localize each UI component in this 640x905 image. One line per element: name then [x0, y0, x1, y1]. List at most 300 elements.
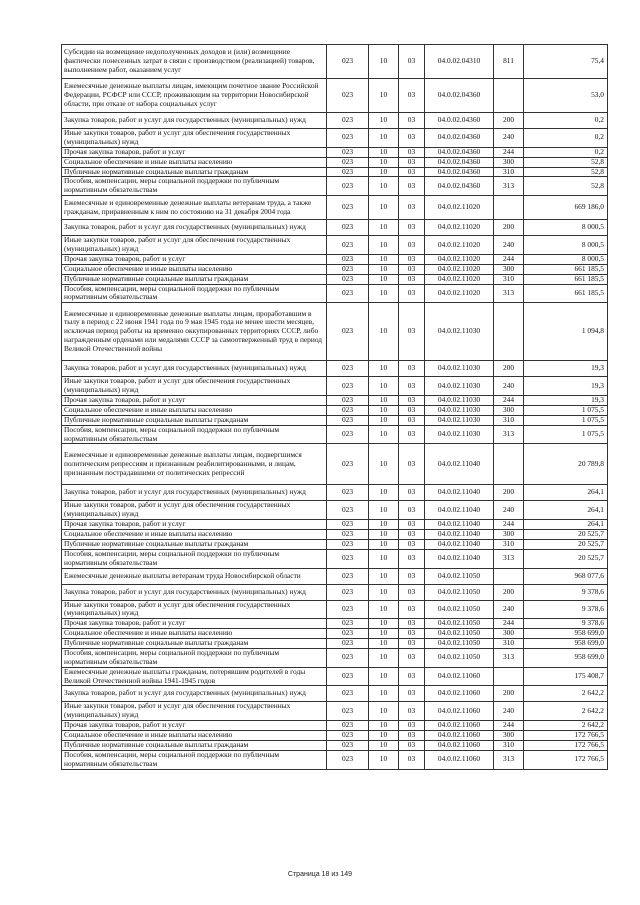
row-subsection: 03: [399, 501, 425, 520]
row-expense-type: 300: [494, 157, 524, 167]
row-section: 10: [369, 639, 399, 649]
row-description: Ежемесячные и единовременные денежные выплаты ветеранам труда, а также гражданам, приравненным к ним по состоянию на 31 декабря 2004 года: [62, 196, 327, 220]
row-section: 10: [369, 177, 399, 196]
table-row: [62, 220, 608, 236]
row-target-article: 04.0.02.11060: [425, 731, 494, 741]
row-section: 10: [369, 129, 399, 148]
row-description: Публичные нормативные социальные выплаты гражданам: [62, 539, 327, 549]
row-subsection: 03: [399, 530, 425, 540]
table-row: [62, 254, 608, 264]
row-section: 10: [369, 79, 399, 113]
row-admin-code: 023: [327, 639, 369, 649]
row-description: Прочая закупка товаров, работ и услуг: [62, 254, 327, 264]
row-description: Пособия, компенсации, меры социальной поддержки по публичным нормативным обязательствам: [62, 284, 327, 303]
row-amount: 20 525,7: [524, 530, 608, 540]
row-expense-type: 313: [494, 284, 524, 303]
row-section: 10: [369, 167, 399, 177]
row-admin-code: 023: [327, 520, 369, 530]
row-section: 10: [369, 415, 399, 425]
row-admin-code: 023: [327, 196, 369, 220]
table-row: [62, 157, 608, 167]
row-section: 10: [369, 254, 399, 264]
row-admin-code: 023: [327, 396, 369, 406]
row-subsection: 03: [399, 303, 425, 361]
row-expense-type: 300: [494, 629, 524, 639]
row-target-article: 04.0.02.04360: [425, 167, 494, 177]
row-subsection: 03: [399, 254, 425, 264]
table-row: [62, 629, 608, 639]
row-amount: 175 408,7: [524, 667, 608, 686]
row-section: 10: [369, 396, 399, 406]
table-row: [62, 520, 608, 530]
table-row: [62, 731, 608, 741]
row-admin-code: 023: [327, 721, 369, 731]
row-subsection: 03: [399, 600, 425, 619]
row-section: 10: [369, 686, 399, 702]
row-subsection: 03: [399, 629, 425, 639]
row-amount: 669 186,0: [524, 196, 608, 220]
row-section: 10: [369, 264, 399, 274]
row-subsection: 03: [399, 196, 425, 220]
row-section: 10: [369, 568, 399, 584]
row-amount: 264,1: [524, 501, 608, 520]
row-amount: 264,1: [524, 485, 608, 501]
row-subsection: 03: [399, 147, 425, 157]
row-subsection: 03: [399, 485, 425, 501]
row-description: Закупка товаров, работ и услуг для государственных (муниципальных) нужд: [62, 584, 327, 600]
row-description: Прочая закупка товаров, работ и услуг: [62, 619, 327, 629]
table-row: [62, 79, 608, 113]
row-section: 10: [369, 667, 399, 686]
row-amount: 9 378,6: [524, 584, 608, 600]
row-admin-code: 023: [327, 539, 369, 549]
row-amount: 52,8: [524, 177, 608, 196]
row-target-article: 04.0.02.11040: [425, 530, 494, 540]
row-section: 10: [369, 45, 399, 79]
row-expense-type: 244: [494, 254, 524, 264]
row-description: Ежемесячные и единовременные денежные выплаты лицам, проработавшим в тылу в период с 22 июня 1941 года по 9 мая 1945 года не менее шести месяцев, исключая период работы на временно оккупированных территориях СССР, либо награжденным орденами или медалями СССР за самоотверженный труд в период Великой Отечественной войны: [62, 303, 327, 361]
row-subsection: 03: [399, 361, 425, 377]
row-description: Пособия, компенсации, меры социальной поддержки по публичным нормативным обязательствам: [62, 549, 327, 568]
row-subsection: 03: [399, 686, 425, 702]
row-target-article: 04.0.02.11060: [425, 721, 494, 731]
row-amount: 172 766,5: [524, 731, 608, 741]
row-expense-type: [494, 196, 524, 220]
row-expense-type: 313: [494, 648, 524, 667]
row-subsection: 03: [399, 45, 425, 79]
row-target-article: 04.0.02.11040: [425, 501, 494, 520]
row-target-article: 04.0.02.11050: [425, 584, 494, 600]
row-target-article: 04.0.02.11050: [425, 600, 494, 619]
row-admin-code: 023: [327, 667, 369, 686]
row-admin-code: 023: [327, 405, 369, 415]
row-expense-type: 240: [494, 129, 524, 148]
row-description: Закупка товаров, работ и услуг для государственных (муниципальных) нужд: [62, 485, 327, 501]
row-admin-code: 023: [327, 415, 369, 425]
row-target-article: 04.0.02.11020: [425, 284, 494, 303]
row-description: Иные закупки товаров, работ и услуг для обеспечения государственных (муниципальных) нужд: [62, 600, 327, 619]
row-subsection: 03: [399, 415, 425, 425]
row-expense-type: 300: [494, 264, 524, 274]
table-row: [62, 530, 608, 540]
row-expense-type: 240: [494, 377, 524, 396]
row-target-article: 04.0.02.04360: [425, 79, 494, 113]
row-expense-type: 310: [494, 415, 524, 425]
row-subsection: 03: [399, 377, 425, 396]
row-target-article: 04.0.02.11060: [425, 686, 494, 702]
row-expense-type: 313: [494, 425, 524, 444]
row-subsection: 03: [399, 539, 425, 549]
row-subsection: 03: [399, 549, 425, 568]
row-subsection: 03: [399, 702, 425, 721]
row-expense-type: 310: [494, 167, 524, 177]
row-admin-code: 023: [327, 444, 369, 485]
table-row: [62, 425, 608, 444]
row-target-article: 04.0.02.11060: [425, 750, 494, 769]
row-description: Социальное обеспечение и иные выплаты населению: [62, 264, 327, 274]
row-target-article: 04.0.02.11020: [425, 254, 494, 264]
row-description: Пособия, компенсации, меры социальной поддержки по публичным нормативным обязательствам: [62, 648, 327, 667]
row-admin-code: 023: [327, 284, 369, 303]
row-description: Социальное обеспечение и иные выплаты населению: [62, 157, 327, 167]
row-amount: 661 185,5: [524, 264, 608, 274]
row-description: Иные закупки товаров, работ и услуг для обеспечения государственных (муниципальных) нужд: [62, 129, 327, 148]
table-row: [62, 405, 608, 415]
row-expense-type: [494, 568, 524, 584]
row-amount: 20 789,8: [524, 444, 608, 485]
row-target-article: 04.0.02.04360: [425, 129, 494, 148]
table-row: [62, 415, 608, 425]
row-subsection: 03: [399, 274, 425, 284]
row-subsection: 03: [399, 721, 425, 731]
row-amount: 172 766,5: [524, 750, 608, 769]
table-row: [62, 274, 608, 284]
row-section: 10: [369, 220, 399, 236]
page-number: Страница 18 из 149: [287, 871, 353, 878]
row-admin-code: 023: [327, 485, 369, 501]
row-amount: 661 185,5: [524, 284, 608, 303]
table-row: [62, 648, 608, 667]
row-description: Социальное обеспечение и иные выплаты населению: [62, 530, 327, 540]
row-expense-type: 310: [494, 274, 524, 284]
row-expense-type: 240: [494, 702, 524, 721]
row-section: 10: [369, 731, 399, 741]
row-subsection: 03: [399, 167, 425, 177]
row-expense-type: 200: [494, 584, 524, 600]
table-row: [62, 264, 608, 274]
row-target-article: 04.0.02.11020: [425, 264, 494, 274]
row-description: Публичные нормативные социальные выплаты гражданам: [62, 740, 327, 750]
row-amount: 958 699,0: [524, 639, 608, 649]
row-amount: 19,3: [524, 361, 608, 377]
row-target-article: 04.0.02.11050: [425, 568, 494, 584]
row-subsection: 03: [399, 740, 425, 750]
row-admin-code: 023: [327, 113, 369, 129]
row-expense-type: 200: [494, 485, 524, 501]
row-expense-type: 200: [494, 686, 524, 702]
row-section: 10: [369, 274, 399, 284]
row-expense-type: 811: [494, 45, 524, 79]
table-row: [62, 639, 608, 649]
table-row: [62, 396, 608, 406]
row-target-article: 04.0.02.11030: [425, 396, 494, 406]
row-expense-type: [494, 444, 524, 485]
row-amount: 2 642,2: [524, 721, 608, 731]
table-row: [62, 568, 608, 584]
row-section: 10: [369, 147, 399, 157]
row-amount: 1 094,8: [524, 303, 608, 361]
table-row: [62, 284, 608, 303]
row-amount: 19,3: [524, 396, 608, 406]
row-amount: 9 378,6: [524, 619, 608, 629]
row-target-article: 04.0.02.11040: [425, 444, 494, 485]
row-admin-code: 023: [327, 686, 369, 702]
row-section: 10: [369, 750, 399, 769]
table-row: [62, 45, 608, 79]
row-section: 10: [369, 549, 399, 568]
row-amount: 264,1: [524, 520, 608, 530]
table-row: [62, 619, 608, 629]
row-section: 10: [369, 501, 399, 520]
row-target-article: 04.0.02.11060: [425, 702, 494, 721]
row-description: Иные закупки товаров, работ и услуг для обеспечения государственных (муниципальных) нужд: [62, 501, 327, 520]
table-row: [62, 584, 608, 600]
table-row: [62, 549, 608, 568]
row-description: Публичные нормативные социальные выплаты гражданам: [62, 274, 327, 284]
row-description: Публичные нормативные социальные выплаты гражданам: [62, 639, 327, 649]
row-subsection: 03: [399, 236, 425, 255]
budget-table-body: [62, 45, 608, 770]
row-amount: 8 000,5: [524, 254, 608, 264]
table-row: [62, 702, 608, 721]
row-admin-code: 023: [327, 740, 369, 750]
row-target-article: 04.0.02.04360: [425, 113, 494, 129]
row-admin-code: 023: [327, 377, 369, 396]
row-expense-type: 200: [494, 113, 524, 129]
row-expense-type: 240: [494, 501, 524, 520]
table-row: [62, 236, 608, 255]
row-admin-code: 023: [327, 501, 369, 520]
table-row: [62, 750, 608, 769]
row-admin-code: 023: [327, 361, 369, 377]
row-amount: 8 000,5: [524, 220, 608, 236]
row-description: Публичные нормативные социальные выплаты гражданам: [62, 415, 327, 425]
row-admin-code: 023: [327, 157, 369, 167]
row-amount: 968 077,6: [524, 568, 608, 584]
row-admin-code: 023: [327, 45, 369, 79]
row-expense-type: 313: [494, 177, 524, 196]
row-expense-type: [494, 667, 524, 686]
row-expense-type: 313: [494, 750, 524, 769]
row-amount: 1 075,5: [524, 405, 608, 415]
row-target-article: 04.0.02.11030: [425, 425, 494, 444]
row-description: Социальное обеспечение и иные выплаты населению: [62, 629, 327, 639]
row-amount: 20 525,7: [524, 549, 608, 568]
row-amount: 19,3: [524, 377, 608, 396]
row-section: 10: [369, 702, 399, 721]
row-section: 10: [369, 157, 399, 167]
row-subsection: 03: [399, 264, 425, 274]
row-target-article: 04.0.02.11050: [425, 639, 494, 649]
row-subsection: 03: [399, 79, 425, 113]
row-description: Иные закупки товаров, работ и услуг для обеспечения государственных (муниципальных) нужд: [62, 236, 327, 255]
row-admin-code: 023: [327, 425, 369, 444]
row-description: Ежемесячные денежные выплаты ветеранам труда Новосибирской области: [62, 568, 327, 584]
row-amount: 1 075,5: [524, 415, 608, 425]
row-target-article: 04.0.02.11020: [425, 196, 494, 220]
row-admin-code: 023: [327, 236, 369, 255]
row-subsection: 03: [399, 129, 425, 148]
row-admin-code: 023: [327, 264, 369, 274]
row-admin-code: 023: [327, 648, 369, 667]
row-target-article: 04.0.02.11040: [425, 539, 494, 549]
row-section: 10: [369, 584, 399, 600]
row-expense-type: 244: [494, 147, 524, 157]
row-subsection: 03: [399, 396, 425, 406]
row-description: Пособия, компенсации, меры социальной поддержки по публичным нормативным обязательствам: [62, 177, 327, 196]
row-description: Ежемесячные и единовременные денежные выплаты лицам, подвергшимся политическим репрессиям и признанным реабилитированными, и лицам, признанным пострадавшими от политических репрессий: [62, 444, 327, 485]
row-amount: 75,4: [524, 45, 608, 79]
row-expense-type: 244: [494, 520, 524, 530]
row-amount: 172 766,5: [524, 740, 608, 750]
row-admin-code: 023: [327, 584, 369, 600]
row-admin-code: 023: [327, 167, 369, 177]
row-admin-code: 023: [327, 629, 369, 639]
row-target-article: 04.0.02.04360: [425, 157, 494, 167]
row-admin-code: 023: [327, 147, 369, 157]
row-admin-code: 023: [327, 731, 369, 741]
row-amount: 1 075,5: [524, 425, 608, 444]
table-row: [62, 303, 608, 361]
row-section: 10: [369, 113, 399, 129]
row-section: 10: [369, 303, 399, 361]
row-description: Прочая закупка товаров, работ и услуг: [62, 721, 327, 731]
row-section: 10: [369, 361, 399, 377]
row-section: 10: [369, 629, 399, 639]
row-description: Социальное обеспечение и иные выплаты населению: [62, 405, 327, 415]
row-target-article: 04.0.02.11020: [425, 236, 494, 255]
row-description: Ежемесячные денежные выплаты лицам, имеющим почетное звание Российской Федерации, РСФСР или СССР, проживающим на территории Новосибирской области, при отказе от набора социальных услуг: [62, 79, 327, 113]
row-admin-code: 023: [327, 600, 369, 619]
row-target-article: 04.0.02.11030: [425, 377, 494, 396]
row-description: Закупка товаров, работ и услуг для государственных (муниципальных) нужд: [62, 361, 327, 377]
row-admin-code: 023: [327, 530, 369, 540]
row-section: 10: [369, 485, 399, 501]
row-amount: 0,2: [524, 129, 608, 148]
row-expense-type: 313: [494, 549, 524, 568]
row-expense-type: 300: [494, 530, 524, 540]
row-subsection: 03: [399, 157, 425, 167]
row-description: Прочая закупка товаров, работ и услуг: [62, 520, 327, 530]
row-description: Пособия, компенсации, меры социальной поддержки по публичным нормативным обязательствам: [62, 750, 327, 769]
row-expense-type: 200: [494, 220, 524, 236]
row-section: 10: [369, 405, 399, 415]
row-target-article: 04.0.02.11060: [425, 740, 494, 750]
row-section: 10: [369, 236, 399, 255]
row-subsection: 03: [399, 284, 425, 303]
row-admin-code: 023: [327, 549, 369, 568]
row-amount: 958 699,0: [524, 648, 608, 667]
row-target-article: 04.0.02.11060: [425, 667, 494, 686]
row-expense-type: 200: [494, 361, 524, 377]
row-amount: 958 699,0: [524, 629, 608, 639]
row-description: Иные закупки товаров, работ и услуг для обеспечения государственных (муниципальных) нужд: [62, 377, 327, 396]
row-section: 10: [369, 520, 399, 530]
row-target-article: 04.0.02.11050: [425, 648, 494, 667]
row-subsection: 03: [399, 520, 425, 530]
table-row: [62, 377, 608, 396]
row-expense-type: 244: [494, 396, 524, 406]
row-amount: 8 000,5: [524, 236, 608, 255]
table-row: [62, 721, 608, 731]
row-expense-type: 310: [494, 740, 524, 750]
row-expense-type: 310: [494, 639, 524, 649]
row-description: Социальное обеспечение и иные выплаты населению: [62, 731, 327, 741]
row-admin-code: 023: [327, 303, 369, 361]
table-row: [62, 196, 608, 220]
row-target-article: 04.0.02.11030: [425, 405, 494, 415]
row-target-article: 04.0.02.11040: [425, 520, 494, 530]
table-row: [62, 539, 608, 549]
row-amount: 2 642,2: [524, 702, 608, 721]
table-row: [62, 740, 608, 750]
table-row: [62, 113, 608, 129]
row-subsection: 03: [399, 425, 425, 444]
row-amount: 52,8: [524, 157, 608, 167]
row-description: Пособия, компенсации, меры социальной поддержки по публичным нормативным обязательствам: [62, 425, 327, 444]
row-amount: 0,2: [524, 147, 608, 157]
row-expense-type: 244: [494, 721, 524, 731]
row-admin-code: 023: [327, 129, 369, 148]
row-admin-code: 023: [327, 619, 369, 629]
row-subsection: 03: [399, 113, 425, 129]
row-description: Закупка товаров, работ и услуг для государственных (муниципальных) нужд: [62, 113, 327, 129]
row-expense-type: 300: [494, 405, 524, 415]
row-amount: 0,2: [524, 113, 608, 129]
row-description: Закупка товаров, работ и услуг для государственных (муниципальных) нужд: [62, 220, 327, 236]
row-expense-type: 300: [494, 731, 524, 741]
row-admin-code: 023: [327, 254, 369, 264]
row-target-article: 04.0.02.04360: [425, 177, 494, 196]
row-section: 10: [369, 600, 399, 619]
row-target-article: 04.0.02.11020: [425, 274, 494, 284]
table-row: [62, 686, 608, 702]
budget-table: [61, 44, 608, 770]
table-row: [62, 485, 608, 501]
row-admin-code: 023: [327, 702, 369, 721]
row-amount: 9 378,6: [524, 600, 608, 619]
row-description: Прочая закупка товаров, работ и услуг: [62, 396, 327, 406]
row-subsection: 03: [399, 639, 425, 649]
row-section: 10: [369, 740, 399, 750]
row-description: Ежемесячные денежные выплаты гражданам, потерявшим родителей в годы Великой Отечественной войны 1941-1945 годов: [62, 667, 327, 686]
row-admin-code: 023: [327, 220, 369, 236]
row-target-article: 04.0.02.11050: [425, 619, 494, 629]
row-description: Прочая закупка товаров, работ и услуг: [62, 147, 327, 157]
row-target-article: 04.0.02.04310: [425, 45, 494, 79]
row-target-article: 04.0.02.04360: [425, 147, 494, 157]
row-description: Публичные нормативные социальные выплаты гражданам: [62, 167, 327, 177]
row-subsection: 03: [399, 584, 425, 600]
row-admin-code: 023: [327, 750, 369, 769]
row-target-article: 04.0.02.11020: [425, 220, 494, 236]
table-row: [62, 361, 608, 377]
row-amount: 53,0: [524, 79, 608, 113]
row-expense-type: 240: [494, 236, 524, 255]
row-target-article: 04.0.02.11050: [425, 629, 494, 639]
row-subsection: 03: [399, 667, 425, 686]
row-target-article: 04.0.02.11030: [425, 361, 494, 377]
